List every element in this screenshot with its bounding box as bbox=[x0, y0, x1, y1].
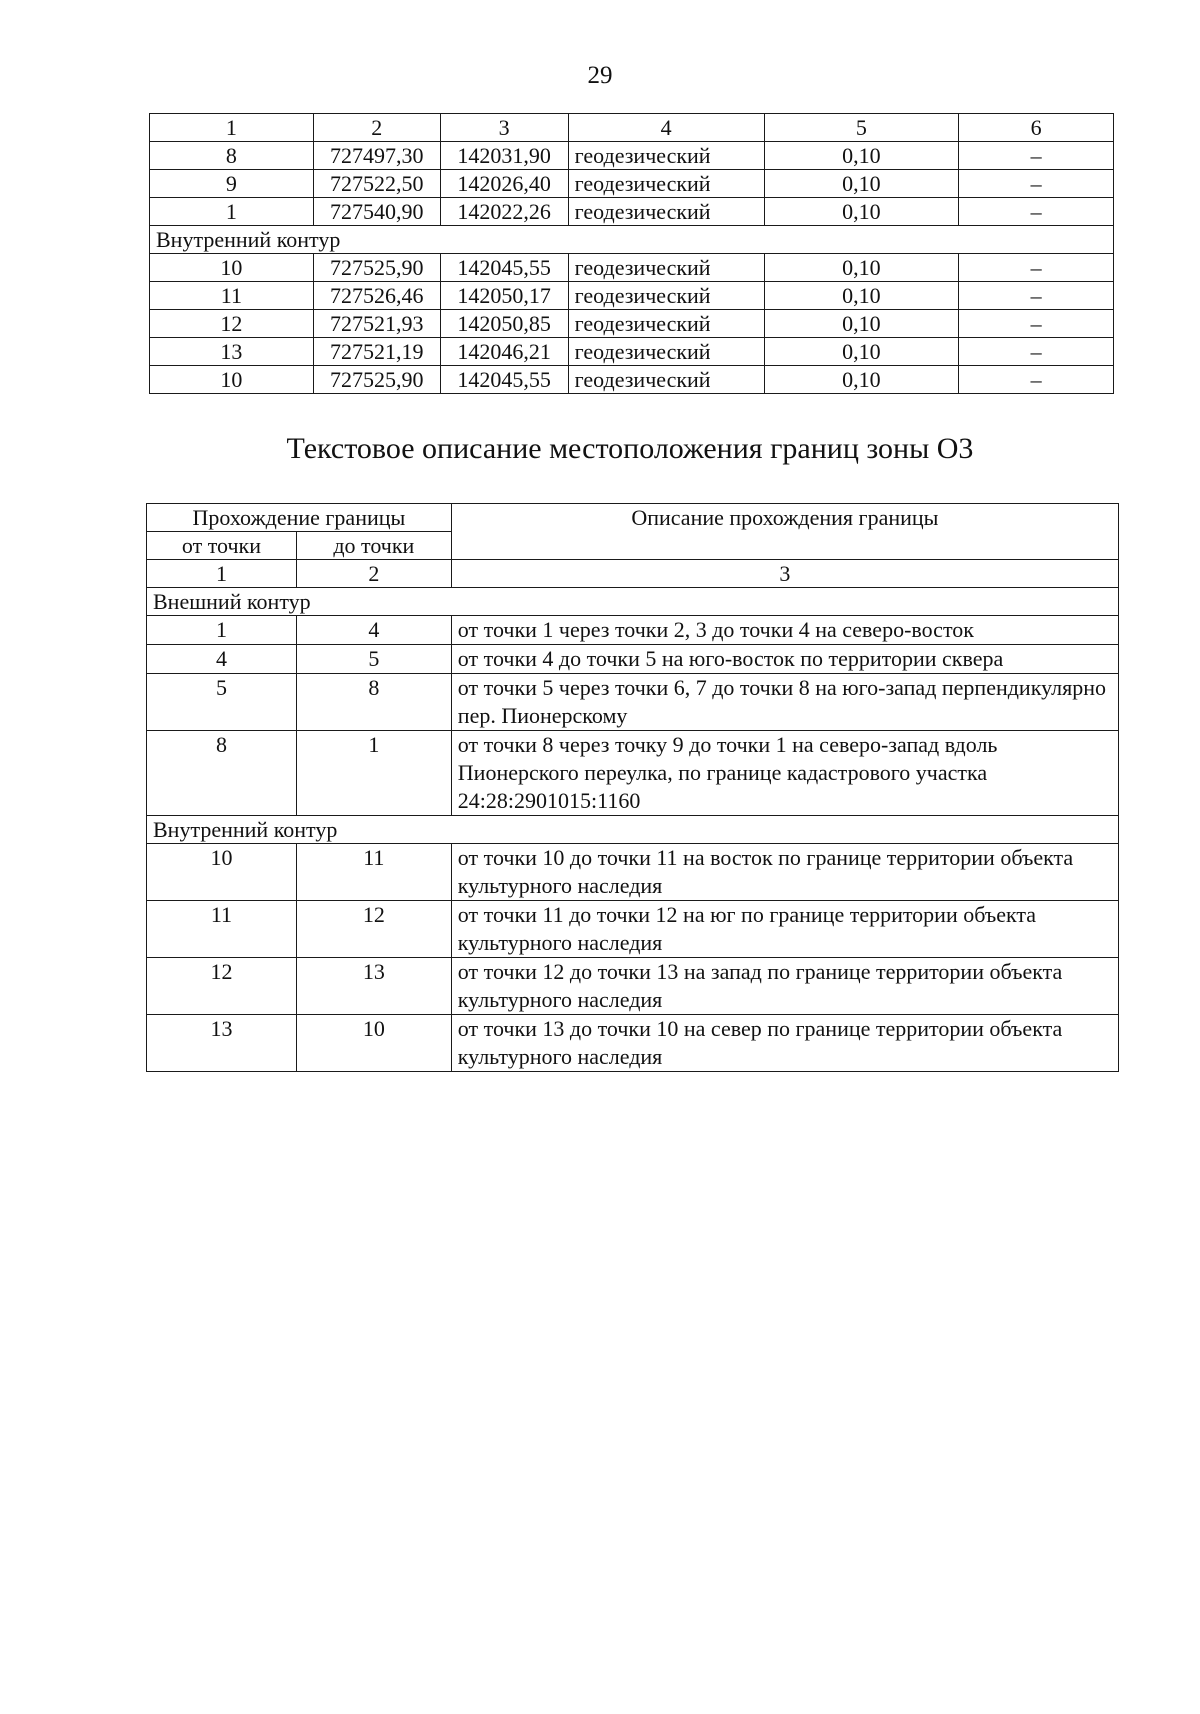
x-coordinate: 727525,90 bbox=[313, 254, 440, 282]
accuracy: 0,10 bbox=[764, 254, 959, 282]
coordinates-table bbox=[149, 113, 1114, 394]
section-row bbox=[147, 588, 1119, 616]
table-row bbox=[150, 198, 1114, 226]
table-row bbox=[147, 901, 1119, 958]
to-point: 13 bbox=[296, 958, 451, 1015]
method: геодезический bbox=[568, 310, 764, 338]
x-coordinate: 727522,50 bbox=[313, 170, 440, 198]
boundary-description-table bbox=[146, 503, 1119, 1072]
accuracy: 0,10 bbox=[764, 198, 959, 226]
from-point: 1 bbox=[147, 616, 297, 645]
point-number: 13 bbox=[150, 338, 314, 366]
to-point: 10 bbox=[296, 1015, 451, 1072]
point-number: 8 bbox=[150, 142, 314, 170]
table-row bbox=[147, 731, 1119, 816]
column-number: 3 bbox=[451, 560, 1118, 588]
accuracy: 0,10 bbox=[764, 338, 959, 366]
header-from-point: от точки bbox=[147, 532, 297, 560]
method: геодезический bbox=[568, 198, 764, 226]
header-to-point: до точки bbox=[296, 532, 451, 560]
from-point: 5 bbox=[147, 674, 297, 731]
coords-header-cell: 3 bbox=[440, 114, 568, 142]
note: – bbox=[959, 254, 1114, 282]
y-coordinate: 142031,90 bbox=[440, 142, 568, 170]
y-coordinate: 142026,40 bbox=[440, 170, 568, 198]
section-row bbox=[150, 226, 1114, 254]
accuracy: 0,10 bbox=[764, 310, 959, 338]
passage-description: от точки 11 до точки 12 на юг по границе территории объекта культурного наследия bbox=[451, 901, 1118, 958]
table-row bbox=[150, 366, 1114, 394]
method: геодезический bbox=[568, 366, 764, 394]
coords-header-cell: 4 bbox=[568, 114, 764, 142]
desc-colnum-row bbox=[147, 560, 1119, 588]
y-coordinate: 142045,55 bbox=[440, 254, 568, 282]
method: геодезический bbox=[568, 282, 764, 310]
table-row bbox=[147, 958, 1119, 1015]
table-row bbox=[150, 170, 1114, 198]
x-coordinate: 727540,90 bbox=[313, 198, 440, 226]
accuracy: 0,10 bbox=[764, 366, 959, 394]
column-number: 2 bbox=[296, 560, 451, 588]
table-row bbox=[150, 282, 1114, 310]
point-number: 10 bbox=[150, 254, 314, 282]
table-row bbox=[147, 645, 1119, 674]
header-description: Описание прохождения границы bbox=[451, 504, 1118, 560]
coords-header-cell: 2 bbox=[313, 114, 440, 142]
y-coordinate: 142050,85 bbox=[440, 310, 568, 338]
note: – bbox=[959, 366, 1114, 394]
table-row bbox=[147, 1015, 1119, 1072]
note: – bbox=[959, 310, 1114, 338]
header-boundary-passage: Прохождение границы bbox=[147, 504, 452, 532]
to-point: 12 bbox=[296, 901, 451, 958]
desc-header-row bbox=[147, 504, 1119, 532]
note: – bbox=[959, 142, 1114, 170]
x-coordinate: 727525,90 bbox=[313, 366, 440, 394]
accuracy: 0,10 bbox=[764, 282, 959, 310]
y-coordinate: 142045,55 bbox=[440, 366, 568, 394]
page-number: 29 bbox=[587, 62, 613, 89]
method: геодезический bbox=[568, 142, 764, 170]
section-row bbox=[147, 816, 1119, 844]
section-title: Текстовое описание местоположения границ зоны О3 bbox=[286, 432, 974, 465]
from-point: 8 bbox=[147, 731, 297, 816]
coords-header-cell: 1 bbox=[150, 114, 314, 142]
from-point: 11 bbox=[147, 901, 297, 958]
accuracy: 0,10 bbox=[764, 170, 959, 198]
table-row bbox=[147, 616, 1119, 645]
from-point: 12 bbox=[147, 958, 297, 1015]
note: – bbox=[959, 338, 1114, 366]
method: геодезический bbox=[568, 170, 764, 198]
to-point: 1 bbox=[296, 731, 451, 816]
from-point: 4 bbox=[147, 645, 297, 674]
accuracy: 0,10 bbox=[764, 142, 959, 170]
note: – bbox=[959, 198, 1114, 226]
to-point: 5 bbox=[296, 645, 451, 674]
column-number: 1 bbox=[147, 560, 297, 588]
to-point: 4 bbox=[296, 616, 451, 645]
passage-description: от точки 4 до точки 5 на юго-восток по территории сквера bbox=[451, 645, 1118, 674]
outer-contour-label: Внешний контур bbox=[147, 588, 1119, 616]
passage-description: от точки 10 до точки 11 на восток по границе территории объекта культурного наследия bbox=[451, 844, 1118, 901]
to-point: 8 bbox=[296, 674, 451, 731]
coords-header-cell: 6 bbox=[959, 114, 1114, 142]
y-coordinate: 142046,21 bbox=[440, 338, 568, 366]
passage-description: от точки 12 до точки 13 на запад по границе территории объекта культурного наследия bbox=[451, 958, 1118, 1015]
passage-description: от точки 1 через точки 2, 3 до точки 4 на северо-восток bbox=[451, 616, 1118, 645]
x-coordinate: 727521,19 bbox=[313, 338, 440, 366]
from-point: 10 bbox=[147, 844, 297, 901]
table-row bbox=[150, 338, 1114, 366]
point-number: 11 bbox=[150, 282, 314, 310]
method: геодезический bbox=[568, 338, 764, 366]
inner-contour-label: Внутренний контур bbox=[147, 816, 1119, 844]
passage-description: от точки 5 через точки 6, 7 до точки 8 на юго-запад перпендикулярно пер. Пионерскому bbox=[451, 674, 1118, 731]
x-coordinate: 727497,30 bbox=[313, 142, 440, 170]
y-coordinate: 142050,17 bbox=[440, 282, 568, 310]
table-row bbox=[147, 674, 1119, 731]
x-coordinate: 727521,93 bbox=[313, 310, 440, 338]
x-coordinate: 727526,46 bbox=[313, 282, 440, 310]
coords-header-row bbox=[150, 114, 1114, 142]
table-row bbox=[150, 142, 1114, 170]
point-number: 1 bbox=[150, 198, 314, 226]
point-number: 12 bbox=[150, 310, 314, 338]
table-row bbox=[147, 844, 1119, 901]
y-coordinate: 142022,26 bbox=[440, 198, 568, 226]
note: – bbox=[959, 282, 1114, 310]
table-row bbox=[150, 254, 1114, 282]
method: геодезический bbox=[568, 254, 764, 282]
note: – bbox=[959, 170, 1114, 198]
passage-description: от точки 8 через точку 9 до точки 1 на северо-запад вдоль Пионерского переулка, по границе кадастрового участка 24:28:2901015:1160 bbox=[451, 731, 1118, 816]
point-number: 9 bbox=[150, 170, 314, 198]
passage-description: от точки 13 до точки 10 на север по границе территории объекта культурного наследия bbox=[451, 1015, 1118, 1072]
inner-contour-label: Внутренний контур bbox=[150, 226, 1114, 254]
table-row bbox=[150, 310, 1114, 338]
from-point: 13 bbox=[147, 1015, 297, 1072]
coords-header-cell: 5 bbox=[764, 114, 959, 142]
point-number: 10 bbox=[150, 366, 314, 394]
to-point: 11 bbox=[296, 844, 451, 901]
